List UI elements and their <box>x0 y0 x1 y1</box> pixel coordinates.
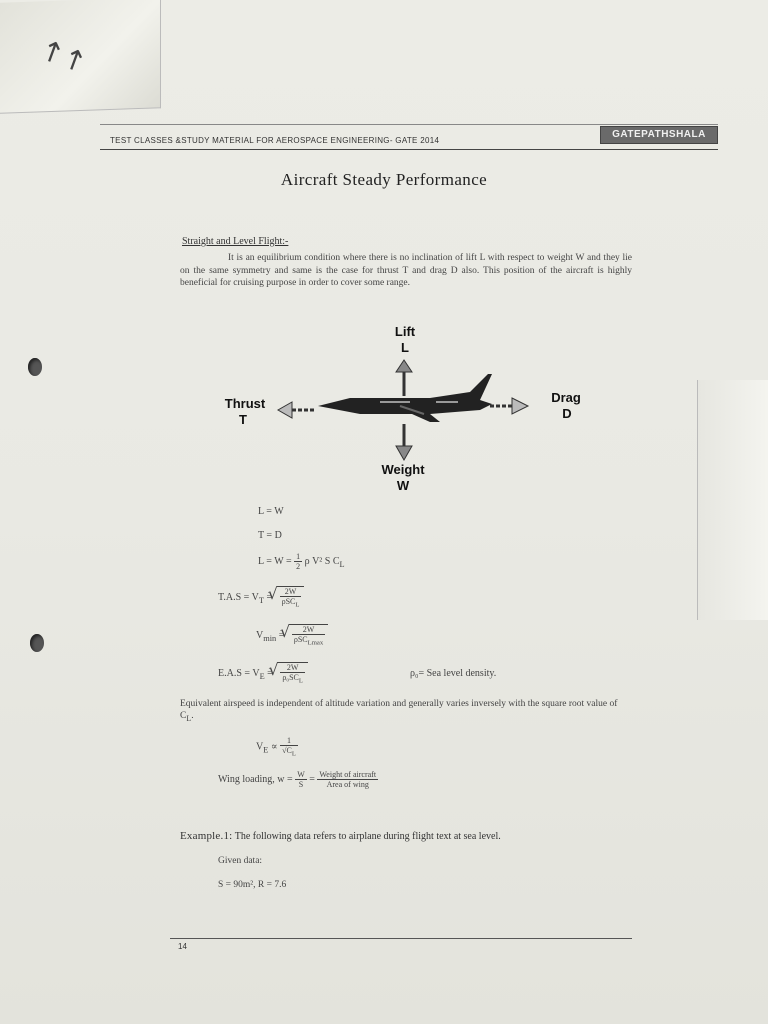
section-paragraph: It is an equilibrium condition where there is no inclination of lift L with respect to weight W and they lie on the same symmetry and same is the case for thrust T and drag D also. This position of the aircraft is highly beneficial for cruising purpose in order to cover some range. <box>180 253 632 288</box>
footer-rule <box>170 938 632 939</box>
lift-label: Lift <box>394 324 416 339</box>
drag-symbol: D <box>562 406 572 421</box>
eas-description: Equivalent airspeed is independent of altitude variation and generally varies inversely with the square root value of $C_L$. <box>180 699 618 723</box>
lift-symbol: L <box>401 340 409 355</box>
example-given: Given data: <box>218 856 263 866</box>
force-diagram <box>200 318 600 498</box>
equation-thrust-drag: T = D <box>258 530 282 541</box>
weight-symbol: W <box>396 478 410 493</box>
header-logo: GATEPATHSHALA <box>600 126 718 144</box>
drag-label: Drag <box>551 390 581 405</box>
equation-lift-weight: L = W <box>258 506 284 517</box>
aircraft-diagram-svg <box>200 318 600 498</box>
sea-level-density-note: ρ₀= Sea level density. <box>410 668 497 679</box>
thrust-label: Thrust <box>224 396 266 411</box>
example-heading: Example.1: The following data refers to airplane during flight text at sea level. <box>180 830 501 842</box>
weight-arrow-icon <box>396 424 412 460</box>
equation-proportional: $V_E$ ∝ $\frac{1}{√C_L}$ <box>256 736 296 758</box>
header-text: TEST CLASSES &STUDY MATERIAL FOR AEROSPACE ENGINEERING- GATE 2014 <box>110 136 440 145</box>
equation-lift-formula: L = W = $\frac{1}{2}$ ρ V² S $C_L$ <box>258 552 345 571</box>
equation-eas: $E.A.S = V_E$ = √ $\frac{2W}{\rho_0SC_L}$ <box>218 662 308 686</box>
page-number: 14 <box>178 942 187 951</box>
example-values: S = 90m², R = 7.6 <box>218 880 287 890</box>
punch-hole-top <box>28 358 42 376</box>
page-title: Aircraft Steady Performance <box>280 170 488 189</box>
lift-arrow-icon <box>396 360 412 396</box>
handwritten-mark: ↑↑ <box>35 32 92 81</box>
equation-wing-loading: Wing loading, w = $\frac{W}{S}$ = $\frac{\text{Weight of aircraft}}{\text{Area of wing}}$ <box>218 770 377 789</box>
punch-hole-bottom <box>30 634 44 652</box>
equation-vmin: $V_{min}$ = √ $\frac{2W}{\rho SC_{Lmax}}$ <box>256 624 328 648</box>
section-heading: Straight and Level Flight:- <box>182 236 289 247</box>
torn-edge <box>697 380 768 620</box>
thrust-arrow-icon <box>278 402 314 418</box>
thrust-symbol: T <box>239 412 247 427</box>
equation-tas: $T.A.S = V_T$ = √ $\frac{2W}{\rho SC_L}$ <box>218 586 304 610</box>
drag-arrow-icon <box>490 398 528 414</box>
weight-label: Weight <box>381 462 425 477</box>
